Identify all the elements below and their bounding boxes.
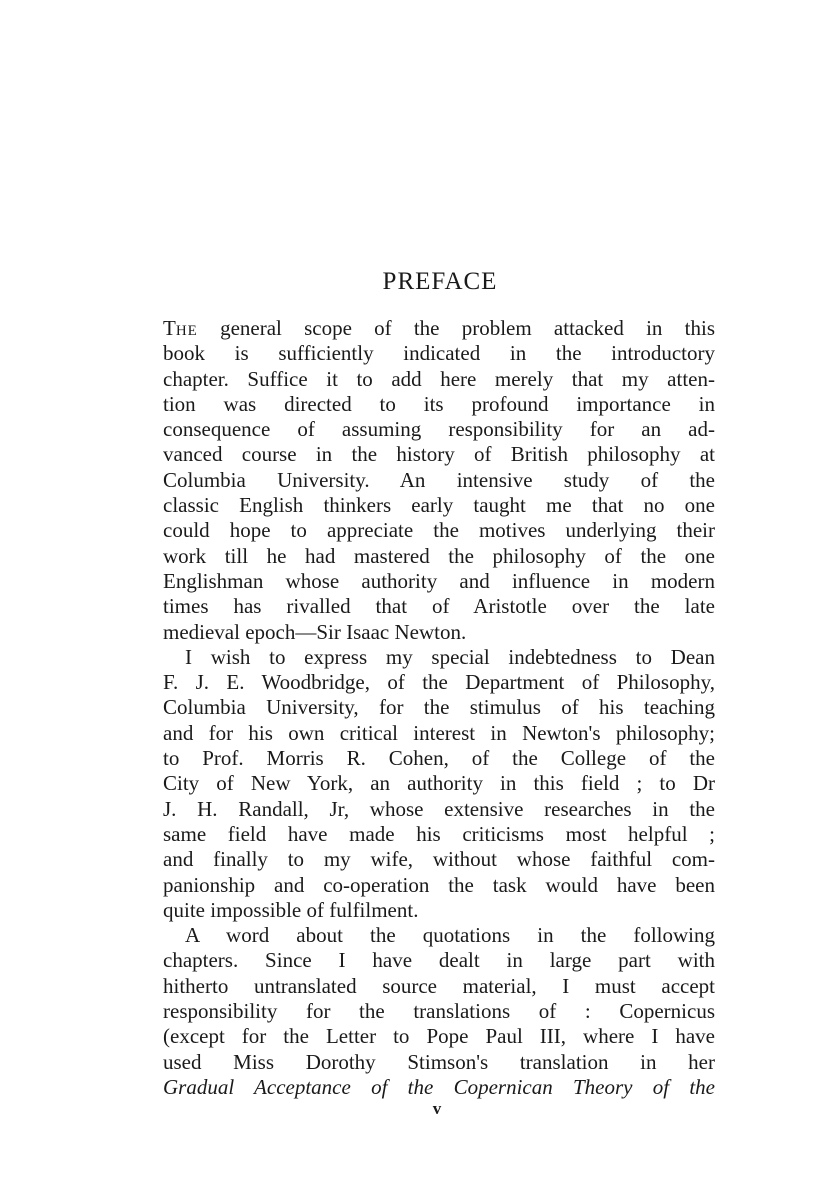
- paragraph-end-line: medieval epoch—Sir Isaac Newton.: [163, 619, 467, 644]
- text-line: City of New York, an authority in this field ; to Dr: [163, 771, 715, 796]
- text-line: Columbia University. An intensive study of the: [163, 467, 715, 492]
- text-line: tion was directed to its profound importance in: [163, 391, 715, 416]
- text-line: work till he had mastered the philosophy of the one: [163, 543, 715, 568]
- small-caps: HE: [175, 323, 198, 339]
- text-line: hitherto untranslated source material, I must accept: [163, 973, 715, 998]
- text-line: chapter. Suffice it to add here merely that my atten-: [163, 366, 715, 391]
- page-title: PREFACE: [382, 268, 498, 295]
- text-line: used Miss Dorothy Stimson's translation in her: [163, 1049, 715, 1074]
- text-line: Columbia University, for the stimulus of his teaching: [163, 695, 715, 720]
- drop-initial: T: [163, 316, 176, 340]
- text-line: book is sufficiently indicated in the introductory: [163, 341, 715, 366]
- text-line: could hope to appreciate the motives underlying their: [163, 518, 715, 543]
- page-number: v: [432, 1099, 442, 1118]
- first-word: [163, 316, 198, 340]
- text-line-1: [163, 316, 715, 341]
- paragraph-end-line: quite impossible of fulfilment.: [163, 897, 419, 922]
- line-text: general scope of the problem attacked in this: [220, 316, 715, 340]
- preface-body: [163, 316, 715, 1100]
- text-line: and for his own critical interest in Newton's philosophy;: [163, 720, 715, 745]
- text-line: classic English thinkers early taught me that no one: [163, 493, 715, 518]
- text-line: to Prof. Morris R. Cohen, of the College of the: [163, 746, 715, 771]
- text-line: panionship and co-operation the task would have been: [163, 872, 715, 897]
- paragraph-start-line: A word about the quotations in the following: [185, 923, 715, 948]
- text-line: consequence of assuming responsibility for an ad-: [163, 417, 715, 442]
- italic-line: Gradual Acceptance of the Copernican Theory of the: [163, 1074, 715, 1099]
- text-line: responsibility for the translations of : Copernicus: [163, 999, 715, 1024]
- text-line: chapters. Since I have dealt in large part with: [163, 948, 715, 973]
- text-line: and finally to my wife, without whose faithful com-: [163, 847, 715, 872]
- text-line: times has rivalled that of Aristotle over the late: [163, 594, 715, 619]
- text-line: vanced course in the history of British philosophy at: [163, 442, 715, 467]
- text-line: J. H. Randall, Jr, whose extensive researches in the: [163, 796, 715, 821]
- text-line: (except for the Letter to Pope Paul III, where I have: [163, 1024, 715, 1049]
- text-line: Englishman whose authority and influence in modern: [163, 568, 715, 593]
- text-line: same field have made his criticisms most helpful ;: [163, 821, 715, 846]
- text-line: F. J. E. Woodbridge, of the Department of Philosophy,: [163, 670, 715, 695]
- paragraph-start-line: I wish to express my special indebtedness to Dean: [185, 644, 715, 669]
